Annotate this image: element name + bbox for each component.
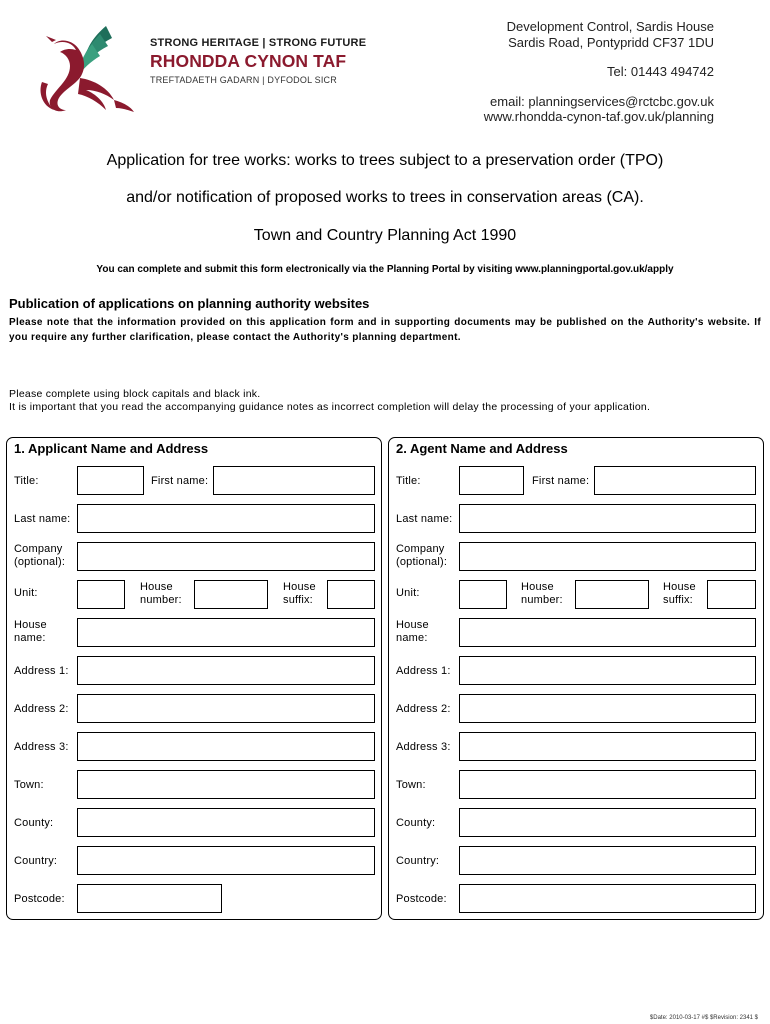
applicant-postcode-field[interactable]	[77, 884, 222, 913]
company-label: Company (optional):	[14, 543, 66, 568]
title-label: Title:	[396, 475, 421, 487]
postcode-label: Postcode:	[14, 893, 65, 905]
applicant-county-field[interactable]	[77, 808, 375, 837]
house-name-label: House name:	[14, 619, 47, 644]
unit-label: Unit:	[396, 587, 420, 599]
tagline-top: STRONG HERITAGE | STRONG FUTURE	[150, 37, 367, 49]
website: www.rhondda-cynon-taf.gov.uk/planning	[483, 109, 714, 124]
agent-section	[388, 437, 764, 920]
agent-title-field[interactable]	[459, 466, 524, 495]
first-name-label: First name:	[532, 475, 590, 487]
agent-county-field[interactable]	[459, 808, 756, 837]
applicant-section	[6, 437, 382, 920]
contact-block	[484, 19, 714, 125]
first-name-label: First name:	[151, 475, 209, 487]
applicant-company-field[interactable]	[77, 542, 375, 571]
address1-label: Address 1:	[396, 665, 451, 677]
house-number-label: House number:	[140, 581, 182, 606]
telephone: Tel: 01443 494742	[607, 64, 714, 79]
agent-first-name-field[interactable]	[594, 466, 756, 495]
agent-address2-field[interactable]	[459, 694, 756, 723]
instructions	[9, 388, 650, 413]
agent-house-suffix-field[interactable]	[707, 580, 756, 609]
house-suffix-label: House suffix:	[283, 581, 316, 606]
agent-unit-field[interactable]	[459, 580, 507, 609]
revision-footer: $Date: 2010-03-17 #$ $Revision: 2341 $	[649, 1015, 758, 1021]
rct-dragon-logo	[34, 22, 144, 114]
portal-note: You can complete and submit this form electronically via the Planning Portal by visiting www.planningportal.gov.uk/apply	[96, 264, 674, 275]
address1-label: Address 1:	[14, 665, 69, 677]
unit-label: Unit:	[14, 587, 38, 599]
applicant-address2-field[interactable]	[77, 694, 375, 723]
agent-postcode-field[interactable]	[459, 884, 756, 913]
form-title-line-3: Town and Country Planning Act 1990	[253, 227, 517, 244]
applicant-unit-field[interactable]	[77, 580, 125, 609]
instruction-line-2: It is important that you read the accompanying guidance notes as incorrect completion will delay the processing of your application.	[9, 400, 651, 413]
applicant-address1-field[interactable]	[77, 656, 375, 685]
applicant-section-heading: 1. Applicant Name and Address	[14, 441, 209, 456]
town-label: Town:	[14, 779, 44, 791]
last-name-label: Last name:	[396, 513, 453, 525]
country-label: Country:	[396, 855, 440, 867]
address-line-1: Development Control, Sardis House	[506, 19, 714, 34]
agent-house-number-field[interactable]	[575, 580, 649, 609]
form-title-line-1: Application for tree works: works to trees subject to a preservation order (TPO)	[106, 152, 664, 169]
agent-company-field[interactable]	[459, 542, 756, 571]
house-name-label: House name:	[396, 619, 429, 644]
brand-name: RHONDDA CYNON TAF	[150, 51, 347, 71]
address2-label: Address 2:	[396, 703, 451, 715]
postcode-label: Postcode:	[396, 893, 447, 905]
agent-address1-field[interactable]	[459, 656, 756, 685]
applicant-house-name-field[interactable]	[77, 618, 375, 647]
title-label: Title:	[14, 475, 39, 487]
house-number-label: House number:	[521, 581, 563, 606]
applicant-country-field[interactable]	[77, 846, 375, 875]
applicant-first-name-field[interactable]	[213, 466, 375, 495]
agent-house-name-field[interactable]	[459, 618, 756, 647]
applicant-house-suffix-field[interactable]	[327, 580, 375, 609]
town-label: Town:	[396, 779, 426, 791]
instruction-line-1: Please complete using block capitals and black ink.	[9, 388, 261, 400]
agent-last-name-field[interactable]	[459, 504, 756, 533]
company-label: Company (optional):	[396, 543, 448, 568]
agent-town-field[interactable]	[459, 770, 756, 799]
agent-country-field[interactable]	[459, 846, 756, 875]
last-name-label: Last name:	[14, 513, 71, 525]
form-title-line-2: and/or notification of proposed works to trees in conservation areas (CA).	[126, 189, 644, 206]
address-line-2: Sardis Road, Pontypridd CF37 1DU	[508, 34, 714, 50]
publication-text: Please note that the information provided on this application form and in supporting documents may be published on the Authority's website. If you require any further clarification, please contact the Authority's planning department.	[9, 317, 761, 343]
email: email: planningservices@rctcbc.gov.uk	[490, 93, 714, 109]
country-label: Country:	[14, 855, 58, 867]
address3-label: Address 3:	[14, 741, 69, 753]
house-suffix-label: House suffix:	[663, 581, 696, 606]
tagline-bottom: TREFTADAETH GADARN | DYFODOL SICR	[150, 75, 337, 85]
agent-section-heading: 2. Agent Name and Address	[396, 441, 568, 456]
agent-address3-field[interactable]	[459, 732, 756, 761]
county-label: County:	[14, 817, 54, 829]
applicant-house-number-field[interactable]	[194, 580, 268, 609]
address2-label: Address 2:	[14, 703, 69, 715]
publication-heading: Publication of applications on planning authority websites	[9, 296, 370, 311]
applicant-title-field[interactable]	[77, 466, 144, 495]
applicant-town-field[interactable]	[77, 770, 375, 799]
applicant-address3-field[interactable]	[77, 732, 375, 761]
county-label: County:	[396, 817, 436, 829]
address3-label: Address 3:	[396, 741, 451, 753]
applicant-last-name-field[interactable]	[77, 504, 375, 533]
